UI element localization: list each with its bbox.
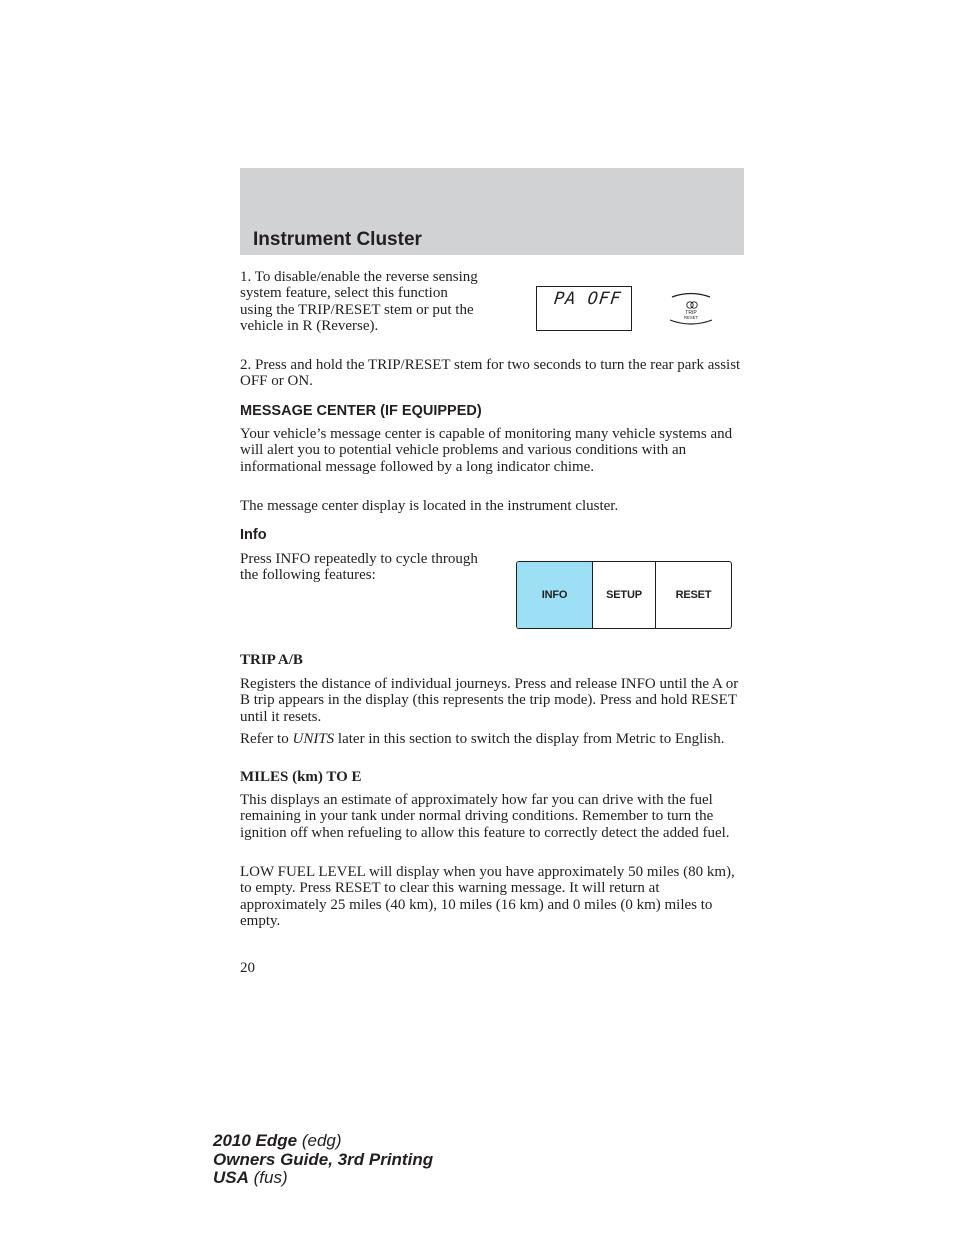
section-title: Instrument Cluster	[253, 229, 422, 250]
footer-line-3	[213, 1169, 433, 1188]
units-ref-suffix: later in this section to switch the display from Metric to English.	[334, 731, 725, 747]
pa-off-display-illustration	[536, 286, 632, 331]
info-heading: Info	[240, 527, 267, 543]
miles-to-e-heading: MILES (km) TO E	[240, 769, 362, 785]
setup-button: SETUP	[593, 562, 656, 628]
units-ref-emphasis: UNITS	[292, 731, 335, 747]
footer-line-1	[213, 1132, 433, 1151]
page-number: 20	[240, 960, 255, 976]
trip-ab-heading: TRIP A/B	[240, 652, 303, 668]
message-center-buttons-illustration	[516, 561, 732, 629]
stem-label-trip: TRIP	[685, 310, 697, 316]
footer-market-code: (fus)	[248, 1168, 288, 1187]
message-center-paragraph-1: Your vehicle’s message center is capable of monitoring many vehicle systems and will alert you to potential vehicle problems and various conditions with an informational message followed by a long indicator chime.	[240, 426, 733, 475]
section-header-band	[240, 168, 744, 255]
miles-to-e-paragraph-1: This displays an estimate of approximately how far you can drive with the fuel remaining in your tank under normal driving conditions. Remember to turn the ignition off when refueling to allow this feature to correctly detect the added fuel.	[240, 792, 730, 841]
info-button: INFO	[517, 562, 593, 628]
trip-reset-stem-icon	[666, 288, 716, 330]
document-footer	[213, 1132, 433, 1188]
trip-ab-paragraph-2	[240, 731, 744, 747]
park-assist-step-2: 2. Press and hold the TRIP/RESET stem for two seconds to turn the rear park assist OFF or ON.	[240, 357, 741, 390]
footer-market: USA	[213, 1168, 249, 1187]
footer-model: 2010 Edge	[213, 1131, 298, 1150]
pa-off-display-text: PA OFF	[552, 289, 623, 309]
info-paragraph: Press INFO repeatedly to cycle through the following features:	[240, 551, 478, 584]
park-assist-step-1: 1. To disable/enable the reverse sensing system feature, select this function using the TRIP/RESET stem or put the vehicle in R (Reverse).	[240, 269, 478, 335]
miles-to-e-paragraph-2: LOW FUEL LEVEL will display when you have approximately 50 miles (80 km), to empty. Press RESET to clear this warning message. It will return at approximately 25 miles (40 km), 10 miles (16 km) and 0 miles (0 km) miles to empty.	[240, 864, 735, 930]
units-ref-prefix: Refer to	[240, 731, 293, 747]
footer-line-2	[213, 1151, 433, 1170]
footer-model-code: (edg)	[297, 1131, 342, 1150]
message-center-heading: MESSAGE CENTER (IF EQUIPPED)	[240, 403, 482, 419]
footer-guide: Owners Guide, 3rd Printing	[213, 1149, 434, 1169]
message-center-paragraph-2: The message center display is located in the instrument cluster.	[240, 498, 619, 514]
stem-label-reset: RESET	[684, 315, 698, 320]
reset-button: RESET	[675, 589, 712, 601]
trip-ab-paragraph-1: Registers the distance of individual journeys. Press and release INFO until the A or B trip appears in the display (this represents the trip mode). Press and hold RESET until it resets.	[240, 676, 739, 725]
